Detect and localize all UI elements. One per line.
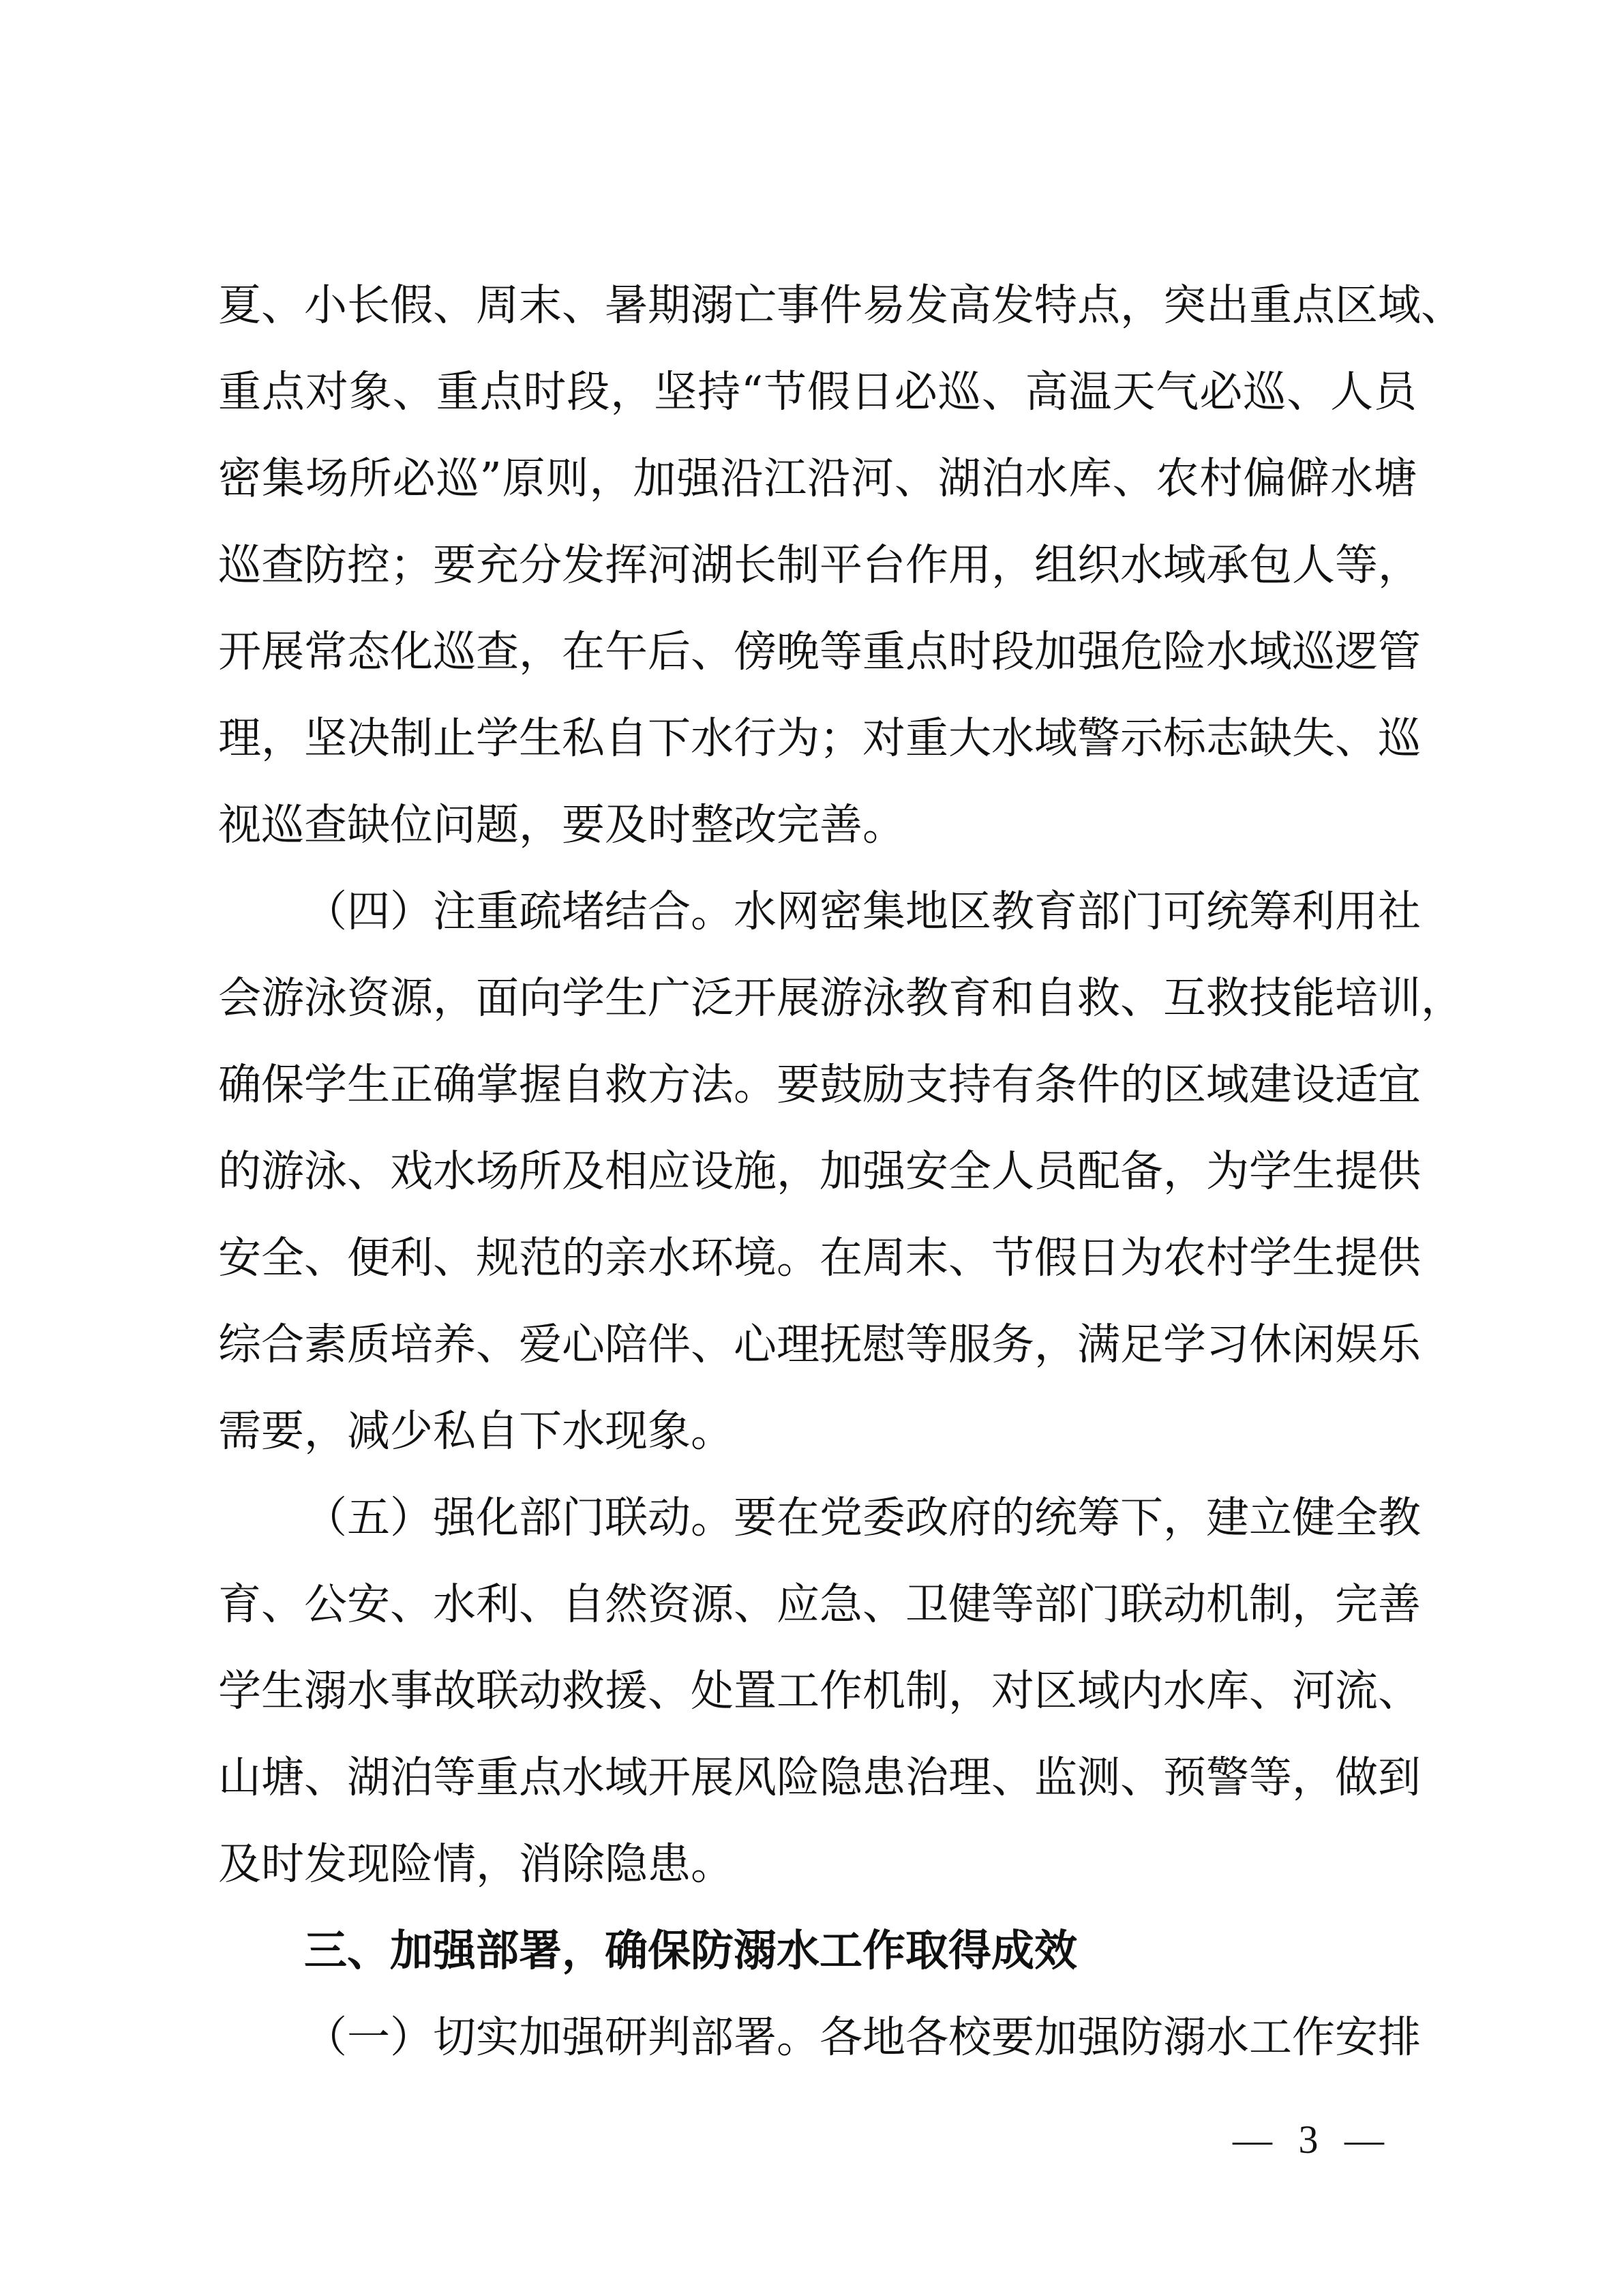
text-line: 开展常态化巡查，在午后、傍晚等重点时段加强危险水域巡逻管 — [218, 627, 1421, 676]
paragraph-start-line: （五）强化部门联动。要在党委政府的统筹下，建立健全教 — [304, 1493, 1421, 1542]
paragraph-start-line: （一）切实加强研判部署。各地各校要加强防溺水工作安排 — [304, 2012, 1421, 2062]
text-line: 巡查防控；要充分发挥河湖长制平台作用，组织水域承包人等， — [218, 540, 1421, 590]
section-heading: 三、加强部署，确保防溺水工作取得成效 — [304, 1926, 1077, 1976]
text-line: 理，坚决制止学生私自下水行为；对重大水域警示标志缺失、巡 — [218, 713, 1421, 763]
paragraph-start-line: （四）注重疏堵结合。水网密集地区教育部门可统筹利用社 — [304, 886, 1421, 936]
text-line: 育、公安、水利、自然资源、应急、卫健等部门联动机制，完善 — [218, 1579, 1421, 1629]
text-line: 及时发现险情，消除隐患。 — [218, 1839, 734, 1889]
text-line: 夏、小长假、周末、暑期溺亡事件易发高发特点，突出重点区域、 — [218, 280, 1464, 330]
text-line: 学生溺水事故联动救援、处置工作机制，对区域内水库、河流、 — [218, 1666, 1421, 1716]
text-line: 的游泳、戏水场所及相应设施，加强安全人员配备，为学生提供 — [218, 1146, 1421, 1196]
text-line: 视巡查缺位问题，要及时整改完善。 — [218, 800, 905, 850]
body-text — [218, 262, 1464, 2081]
text-line: 会游泳资源，面向学生广泛开展游泳教育和自救、互救技能培训， — [218, 973, 1464, 1023]
text-line: 安全、便利、规范的亲水环境。在周末、节假日为农村学生提供 — [218, 1233, 1421, 1283]
page-number: — 3 — — [1233, 2117, 1392, 2162]
text-line: 密集场所必巡”原则，加强沿江沿河、湖泊水库、农村偏僻水塘 — [218, 453, 1417, 503]
text-line: 确保学生正确掌握自救方法。要鼓励支持有条件的区域建设适宜 — [218, 1060, 1421, 1109]
text-line: 山塘、湖泊等重点水域开展风险隐患治理、监测、预警等，做到 — [218, 1753, 1421, 1802]
text-line: 重点对象、重点时段，坚持“节假日必巡、高温天气必巡、人员 — [218, 367, 1417, 417]
text-line: 需要，减少私自下水现象。 — [218, 1406, 734, 1456]
text-line: 综合素质培养、爱心陪伴、心理抚慰等服务，满足学习休闲娱乐 — [218, 1320, 1421, 1369]
